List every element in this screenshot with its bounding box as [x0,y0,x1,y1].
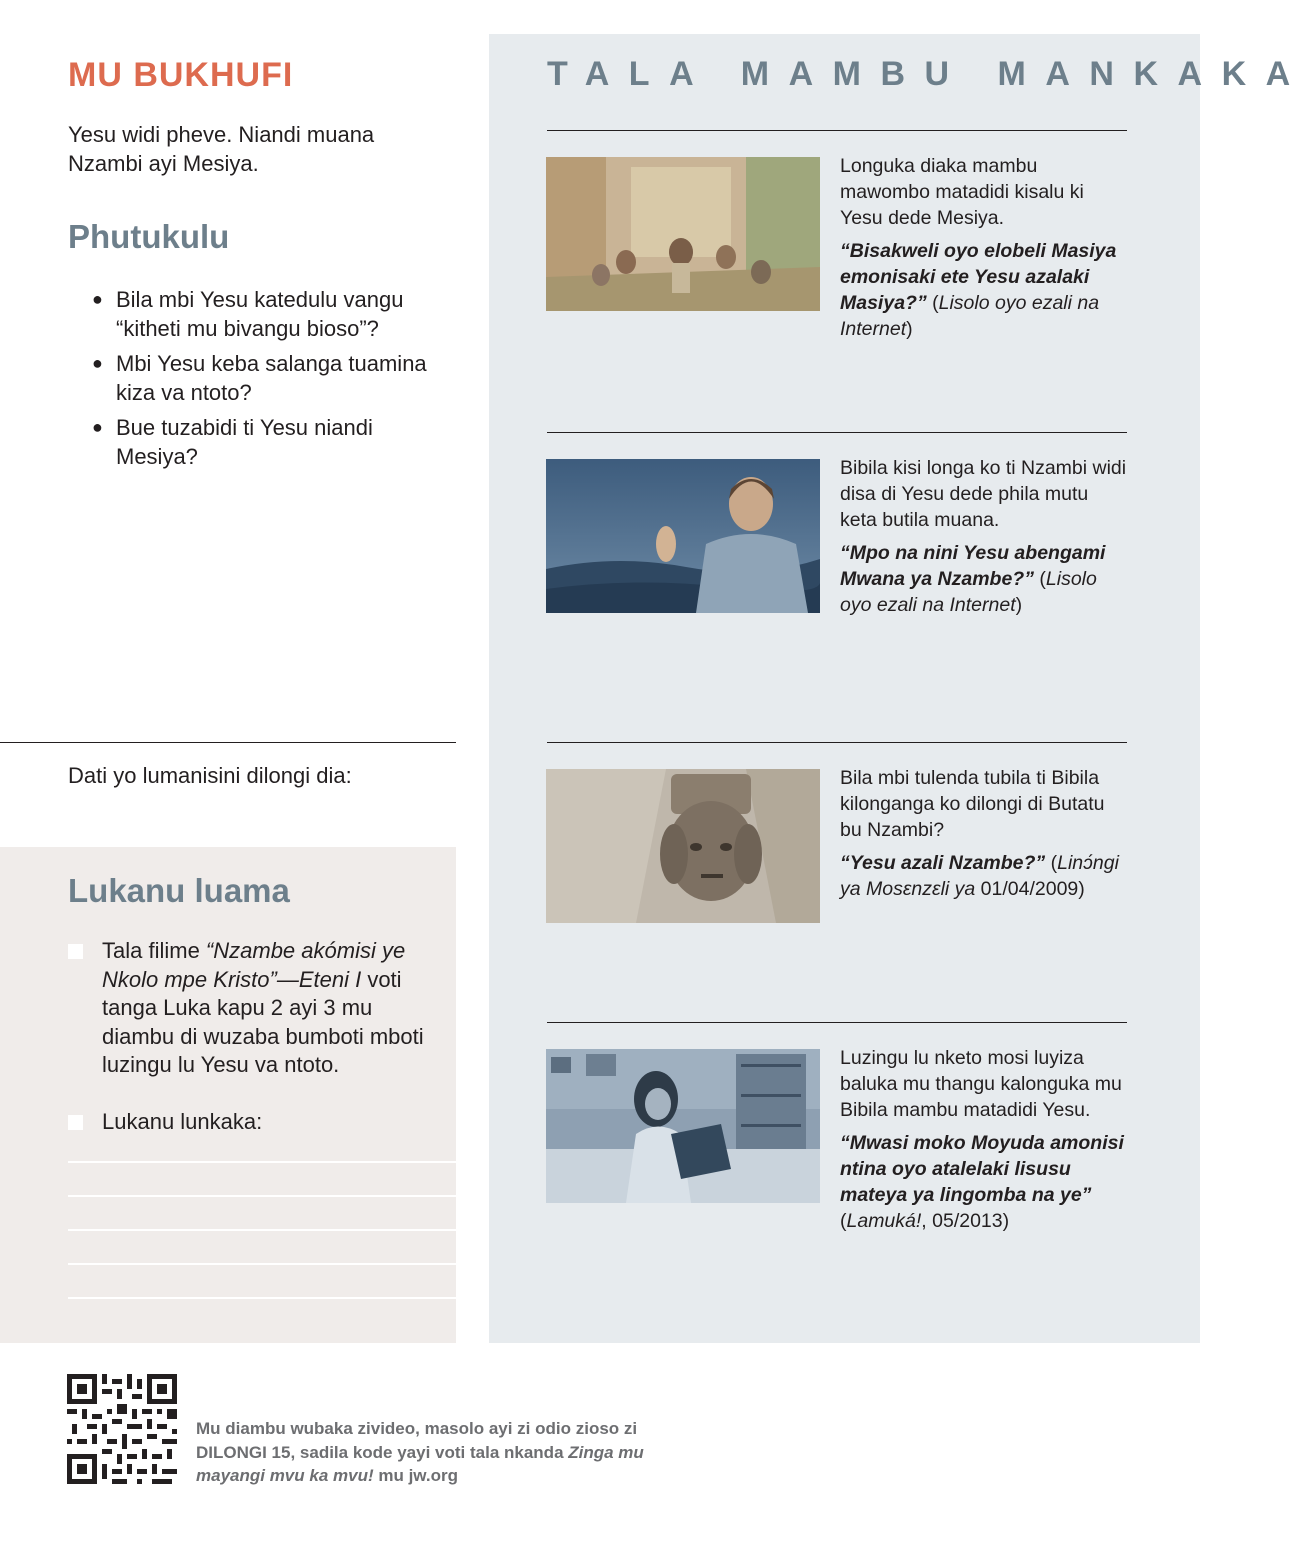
summary-title: MU BUKHUFI [68,56,294,94]
film-title: “Nzambe akómisi ye Nkolo mpe Kristo”—Eteni I [102,938,406,992]
explore-item [840,765,1130,902]
completed-date-label: Dati yo lumanisini dilongi dia: [68,763,352,788]
item-description: Bila mbi tulenda tubila ti Bibila kilonganga ko dilongi di Butatu bu Nzambi? [840,767,1105,841]
item-description: Bibila kisi longa ko ti Nzambi widi disa di Yesu dede phila mutu keta butila muana. [840,457,1127,531]
footer-note: Mu diambu wubaka zivideo, masolo ayi zi odio zioso zi DILONGI 15, sadila kode yayi voti tala nkanda Zinga mu mayangi mvu ka mvu! mu jw.org [196,1419,644,1485]
explore-item [840,153,1130,342]
goal-box [0,847,456,1343]
item-reference[interactable]: “Bisakweli oyo elobeli Masiya emonisaki ete Yesu azalaki Masiya?” (Lisolo oyo ezali na Internet) [840,240,1117,340]
explore-item [840,455,1130,618]
three-faced-sculpture-photo[interactable] [546,769,820,923]
item-divider [547,130,1127,131]
goal-item-film: Tala filime “Nzambe akómisi ye Nkolo mpe Kristo”—Eteni I voti tanga Luka kapu 2 ayi 3 mu diambu di wuzaba bumboti mboti luzingu lu Yesu va ntoto. [102,938,424,1077]
item-divider [547,432,1127,433]
write-line[interactable] [68,1229,456,1231]
qr-code-icon[interactable] [67,1374,177,1484]
triumphal-entry-illustration[interactable] [546,157,820,311]
woman-reading-photo[interactable] [546,1049,820,1203]
review-question-list [92,285,452,477]
bullet-icon: ● [92,289,103,309]
review-question: ● Mbi Yesu keba salanga tuamina kiza va ntoto? [92,351,427,405]
review-title: Phutukulu [68,218,230,255]
item-reference[interactable]: “Yesu azali Nzambe?” (Linɔ́ngi ya Mosɛnzɛli ya 01/04/2009) [840,852,1119,900]
jesus-praying-illustration[interactable] [546,459,820,613]
write-line[interactable] [68,1195,456,1197]
item-divider [547,742,1127,743]
item-reference[interactable]: “Mpo na nini Yesu abengami Mwana ya Nzambe?” (Lisolo oyo ezali na Internet) [840,542,1106,616]
explore-item [840,1045,1130,1234]
item-description: Luzingu lu nketo mosi luyiza baluka mu thangu kalonguka mu Bibila mambu matadidi Yesu. [840,1047,1122,1121]
goal-checkbox[interactable] [68,1115,83,1130]
review-question: ● Bue tuzabidi ti Yesu niandi Mesiya? [92,415,373,469]
section-divider [0,742,456,743]
goal-checkbox[interactable] [68,944,83,959]
item-reference[interactable]: “Mwasi moko Moyuda amonisi ntina oyo atalelaki lisusu mateya ya lingomba na ye” (Lamuká!, 05/2013) [840,1132,1124,1232]
explore-title: TALA MAMBU MANKAKA [547,55,1310,93]
summary-text: Yesu widi pheve. Niandi muana Nzambi ayi Mesiya. [68,122,375,176]
item-divider [547,1022,1127,1023]
write-line[interactable] [68,1161,456,1163]
goal-item-other: Lukanu lunkaka: [102,1109,263,1134]
item-description: Longuka diaka mambu mawombo matadidi kisalu ki Yesu dede Mesiya. [840,155,1084,229]
review-question: ● Bila mbi Yesu katedulu vangu “kitheti mu bivangu bioso”? [92,287,404,341]
bullet-icon: ● [92,417,103,437]
bullet-icon: ● [92,353,103,373]
goal-title: Lukanu luama [68,872,290,909]
write-line[interactable] [68,1263,456,1265]
write-line[interactable] [68,1297,456,1299]
